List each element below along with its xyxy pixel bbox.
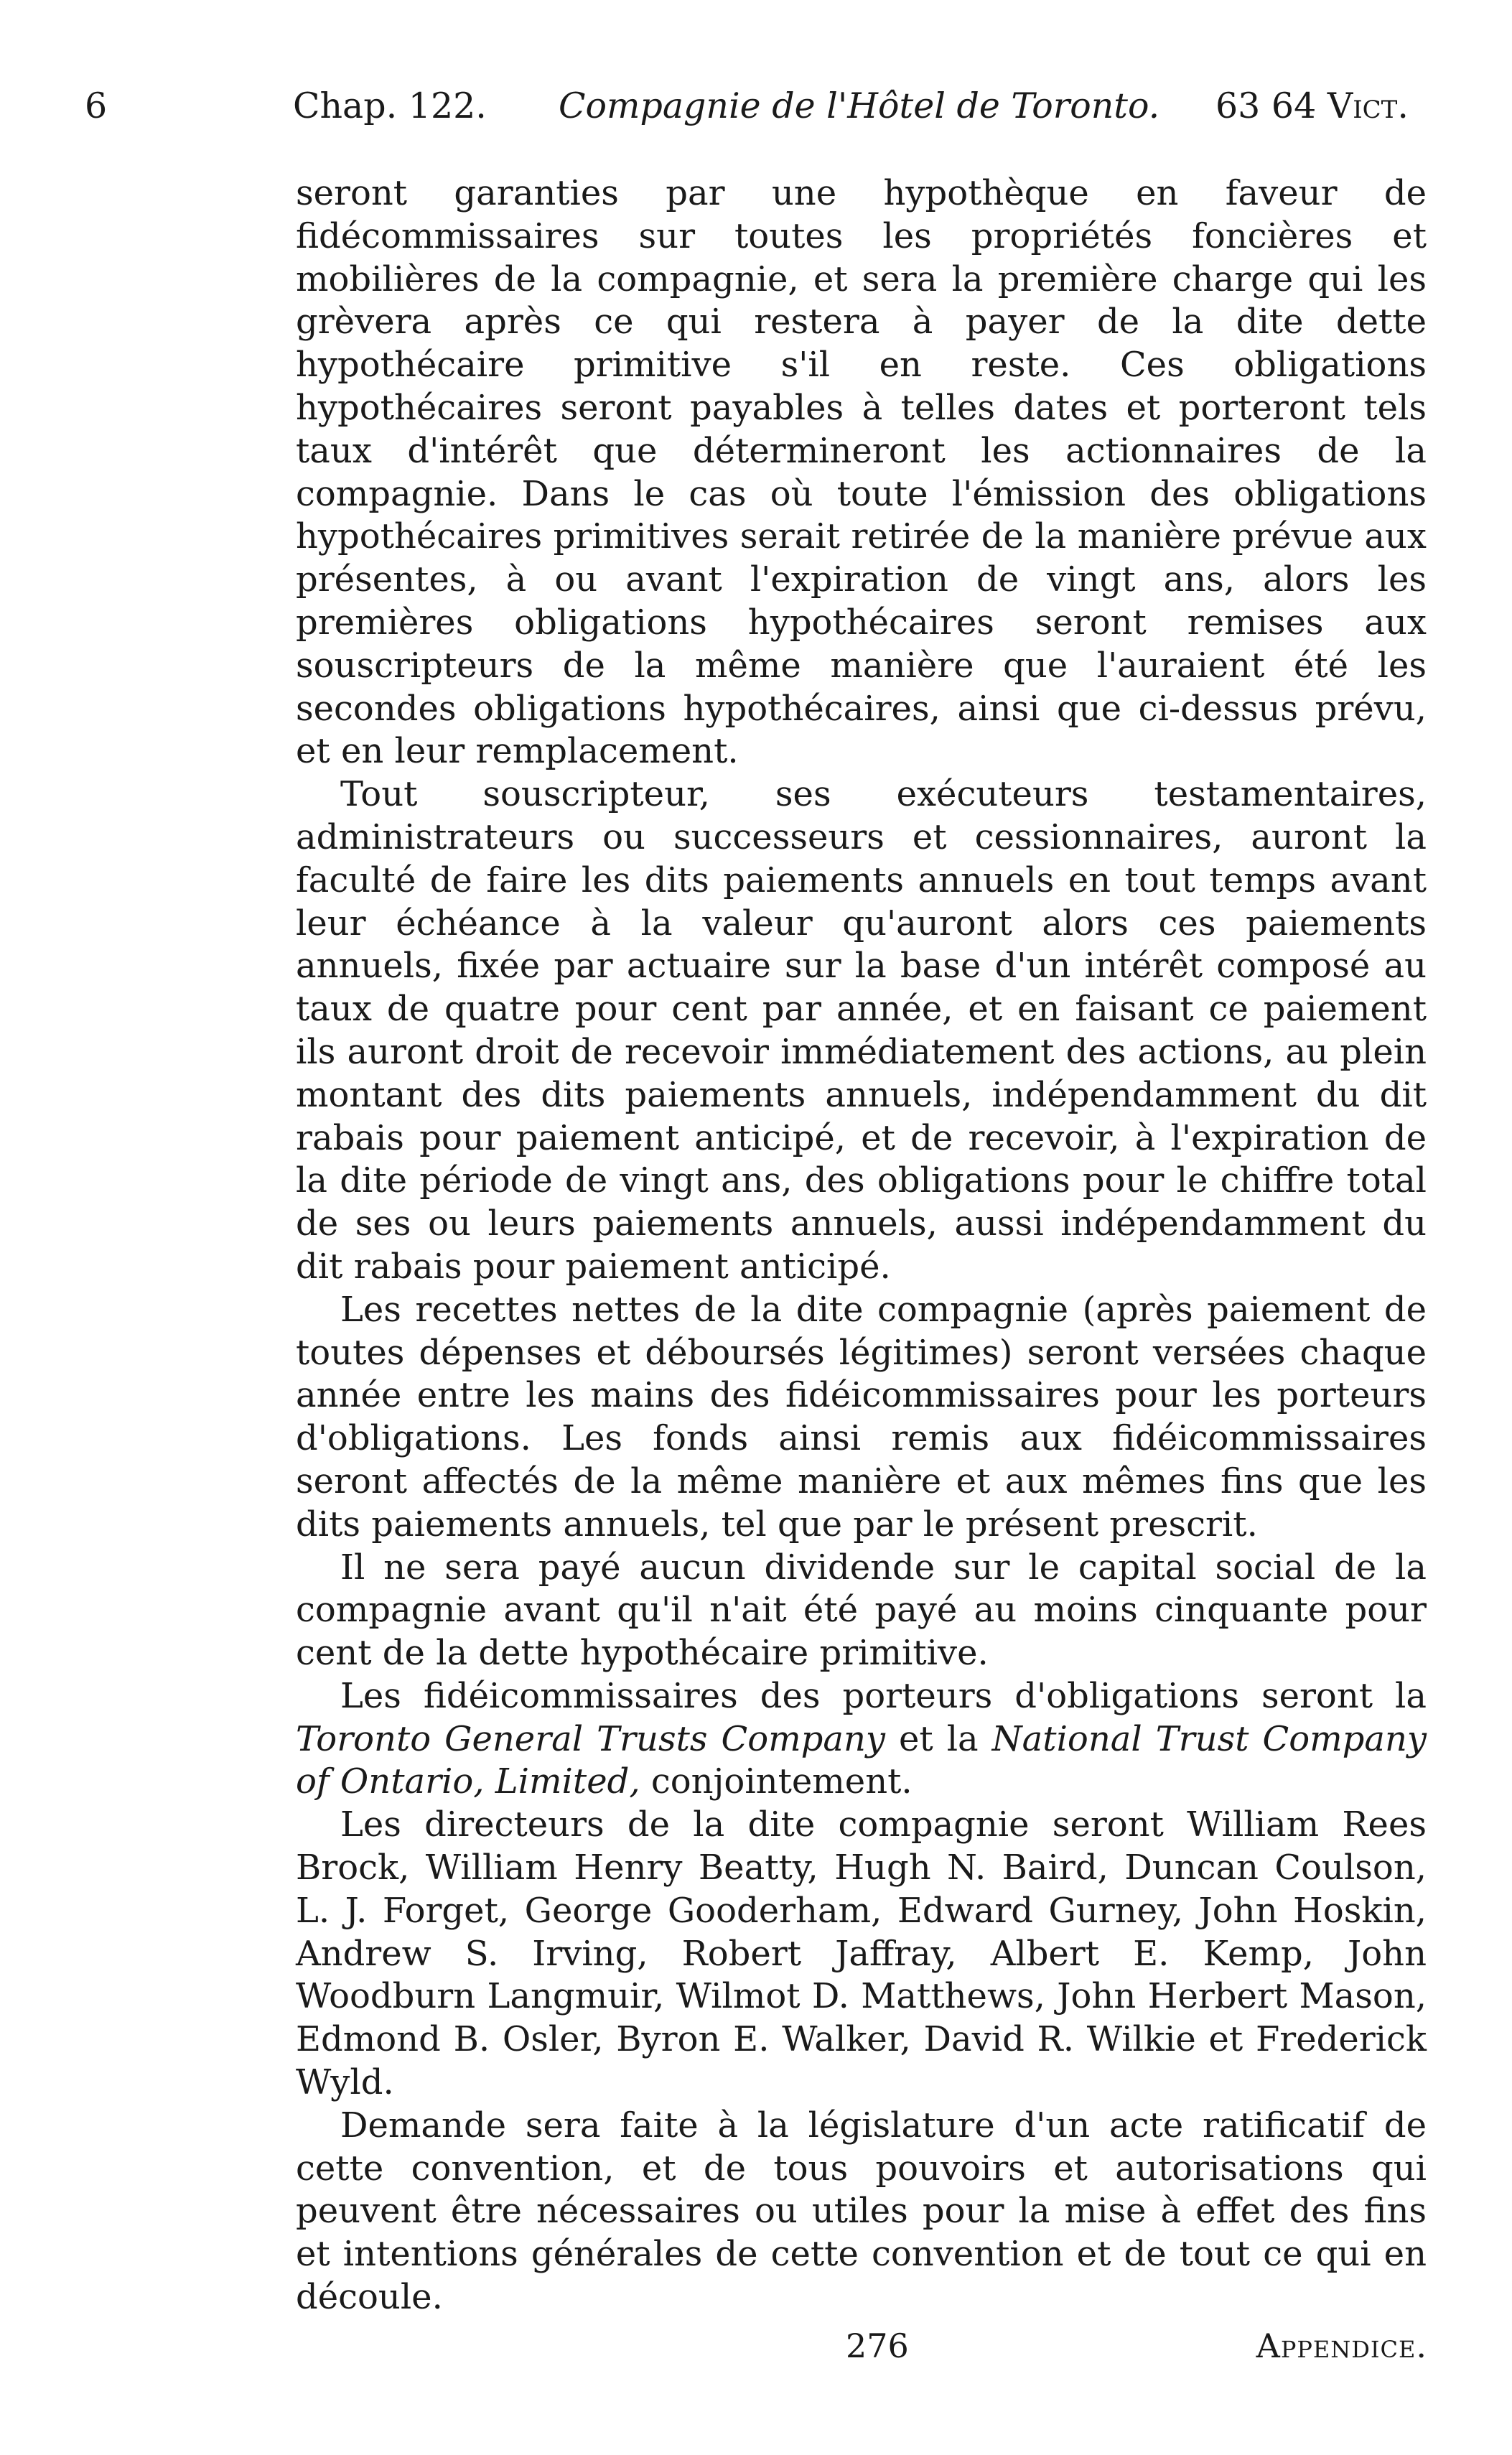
paragraph: [296, 1804, 1427, 2105]
page-number: 6: [85, 85, 108, 126]
paragraph-text: Les recettes nettes de la dite compagnie (après paiement de toutes dépenses et déboursés légitimes) seront versées chaque année entre les mains des fidéicommissaires pour les porteurs d'obligations. Les fonds ainsi remis aux fidéicommissaires seront affectés de la même manière et aux mêmes fins que les dits paiements annuels, tel que par le présent prescrit.: [296, 1289, 1427, 1545]
paragraph: [296, 1289, 1427, 1547]
paragraph: [296, 1547, 1427, 1675]
paragraph-text: Tout souscripteur, ses exécuteurs testamentaires, administrateurs ou successeurs et cessionnaires, auront la faculté de faire les dits paiements annuels en tout temps avant leur échéance à la valeur qu'auront alors ces paiements annuels, fixée par actuaire sur la base d'un intérêt composé au taux de quatre pour cent par année, et en faisant ce paiement ils auront droit de recevoir immédiatement des actions, au plein montant des dits paiements annuels, indépendamment du dit rabais pour paiement anticipé, et de recevoir, à l'expiration de la dite période de vingt ans, des obligations pour le chiffre total de ses ou leurs paiements annuels, aussi indépendamment du dit rabais pour paiement anticipé.: [296, 774, 1427, 1287]
folio-number: 276: [846, 2326, 909, 2365]
paragraph: [296, 1675, 1427, 1804]
paragraph-text: conjointement.: [640, 1761, 913, 1802]
page-footer: [85, 2321, 1434, 2371]
italic-text: National Trust Company of Ontario, Limited,: [296, 1718, 1427, 1802]
paragraph-text: et la: [885, 1718, 992, 1759]
paragraph-text: Les directeurs de la dite compagnie seront William Rees Brock, William Henry Beatty, Hugh N. Baird, Duncan Coulson, L. J. Forget, George Gooderham, Edward Gurney, John Hoskin, Andrew S. Irving, Robert Jaffray, Albert E. Kemp, John Woodburn Langmuir, Wilmot D. Matthews, John Herbert Mason, Edmond B. Osler, Byron E. Walker, David R. Wilkie et Frederick Wyld.: [296, 1804, 1427, 2103]
appendix-label: Appendice.: [1256, 2326, 1427, 2365]
running-header: [85, 78, 1434, 135]
chapter-label: Chap. 122.: [293, 85, 487, 126]
paragraph-text: seront garanties par une hypothèque en faveur de fidécommissaires sur toutes les propriétés foncières et mobilières de la compagnie, et sera la première charge qui les grèvera après ce qui restera à payer de la dite dette hypothécaire primitive s'il en reste. Ces obligations hypothécaires seront payables à telles dates et porteront tels taux d'intérêt que détermineront les actionnaires de la compagnie. Dans le cas où toute l'émission des obligations hypothécaires primitives serait retirée de la manière prévue aux présentes, à ou avant l'expiration de vingt ans, alors les premières obligations hypothécaires seront remises aux souscripteurs de la même manière que l'auraient été les secondes obligations hypothécaires, ainsi que ci-dessus prévu, et en leur remplacement.: [296, 173, 1427, 772]
paragraph-text: Il ne sera payé aucun dividende sur le capital social de la compagnie avant qu'il n'ait été payé au moins cinquante pour cent de la dette hypothécaire primitive.: [296, 1547, 1427, 1674]
running-title: Compagnie de l'Hôtel de Toronto.: [559, 85, 1160, 126]
paragraph: [296, 2105, 1427, 2319]
paragraph: [296, 172, 1427, 773]
paragraph-text: Les fidéicommissaires des porteurs d'obligations seront la: [340, 1675, 1427, 1716]
paragraph-text: Demande sera faite à la législature d'un acte ratificatif de cette convention, et de tous pouvoirs et autorisations qui peuvent être nécessaires ou utiles pour la mise à effet des fins et intentions générales de cette convention et de tout ce qui en découle.: [296, 2105, 1427, 2318]
paragraph: [296, 773, 1427, 1289]
regnal-year: 63 64 Vict.: [1215, 85, 1409, 126]
italic-text: Toronto General Trusts Company: [296, 1718, 886, 1759]
body-text: [296, 172, 1427, 2319]
